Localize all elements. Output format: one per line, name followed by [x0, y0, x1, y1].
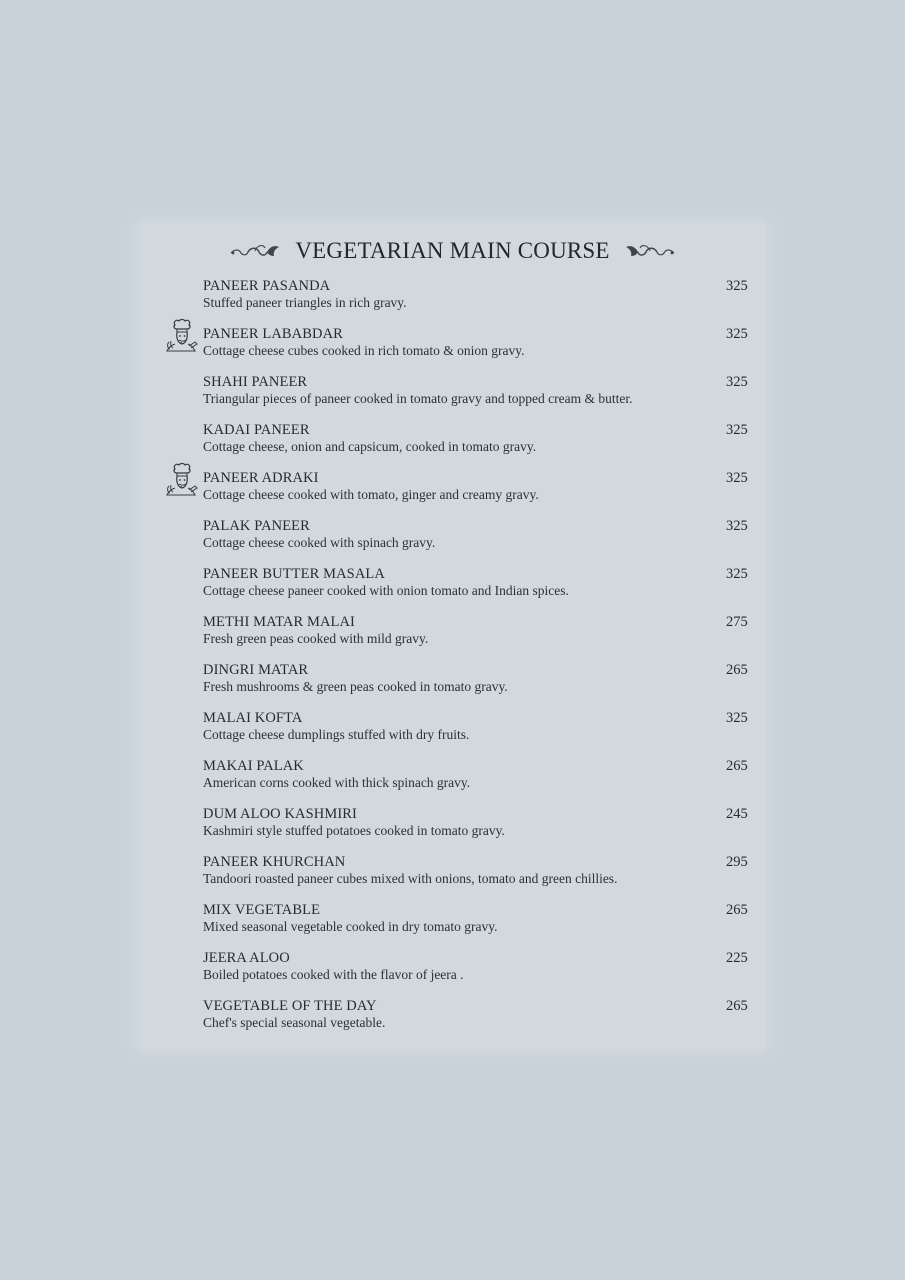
menu-item-price: 265	[726, 662, 748, 678]
menu-item-description: Fresh mushrooms & green peas cooked in tomato gravy.	[203, 679, 508, 694]
menu-item-name: MIX VEGETABLE	[203, 902, 321, 918]
menu-item-price: 325	[726, 518, 748, 534]
menu-item-price: 245	[726, 806, 748, 822]
menu-item-name: MALAI KOFTA	[203, 710, 303, 726]
menu-item-description: Cottage cheese paneer cooked with onion tomato and Indian spices.	[203, 583, 569, 598]
menu-item-price: 325	[726, 470, 748, 486]
menu-item-description: Cottage cheese cubes cooked in rich tomato & onion gravy.	[203, 343, 525, 358]
menu-item-price: 325	[726, 422, 748, 438]
menu-item-description: Cottage cheese dumplings stuffed with dry fruits.	[203, 727, 470, 742]
left-flourish-icon	[229, 241, 281, 261]
menu-item-name: JEERA ALOO	[203, 950, 290, 966]
menu-item-price: 265	[726, 758, 748, 774]
menu-item-name: PANEER KHURCHAN	[203, 854, 346, 870]
menu-item-description: Triangular pieces of paneer cooked in tomato gravy and topped cream & butter.	[203, 391, 633, 406]
menu-item-description: Kashmiri style stuffed potatoes cooked in tomato gravy.	[203, 823, 505, 838]
menu-item-name: PALAK PANEER	[203, 518, 310, 534]
menu-item-description: American corns cooked with thick spinach gravy.	[203, 775, 471, 790]
menu-item-name: KADAI PANEER	[203, 422, 310, 438]
section-header	[0, 236, 905, 266]
page-title: VEGETARIAN MAIN COURSE	[295, 238, 610, 263]
menu-item-description: Tandoori roasted paneer cubes mixed with onions, tomato and green chillies.	[203, 871, 618, 886]
menu-item-description: Stuffed paneer triangles in rich gravy.	[203, 295, 407, 310]
right-flourish-icon	[624, 241, 676, 261]
menu-item-price: 325	[726, 278, 748, 294]
menu-item-name: VEGETABLE OF THE DAY	[203, 998, 377, 1014]
menu-item-description: Cottage cheese, onion and capsicum, cooked in tomato gravy.	[203, 439, 537, 454]
menu-item-description: Cottage cheese cooked with spinach gravy.	[203, 535, 436, 550]
menu-item-price: 325	[726, 710, 748, 726]
menu-item-name: PANEER BUTTER MASALA	[203, 566, 385, 582]
menu-item-price: 325	[726, 374, 748, 390]
menu-item-description: Fresh green peas cooked with mild gravy.	[203, 631, 429, 646]
menu-item-price: 295	[726, 854, 748, 870]
chef-special-icon	[165, 462, 199, 496]
menu-item-name: DUM ALOO KASHMIRI	[203, 806, 357, 822]
menu-item-name: PANEER ADRAKI	[203, 470, 319, 486]
menu-item-name: DINGRI MATAR	[203, 662, 309, 678]
menu-item-price: 225	[726, 950, 748, 966]
menu-item-price: 265	[726, 998, 748, 1014]
menu-item-price: 275	[726, 614, 748, 630]
menu-item-price: 325	[726, 566, 748, 582]
menu-item-name: PANEER LABABDAR	[203, 326, 343, 342]
menu-item-description: Cottage cheese cooked with tomato, ginger and creamy gravy.	[203, 487, 539, 502]
menu-item-price: 325	[726, 326, 748, 342]
menu-item-price: 265	[726, 902, 748, 918]
menu-item-name: SHAHI PANEER	[203, 374, 308, 390]
menu-item-name: MAKAI PALAK	[203, 758, 304, 774]
menu-item-name: METHI MATAR MALAI	[203, 614, 355, 630]
menu-item-description: Boiled potatoes cooked with the flavor of jeera .	[203, 967, 464, 982]
menu-item-description: Mixed seasonal vegetable cooked in dry tomato gravy.	[203, 919, 498, 934]
menu-item-name: PANEER PASANDA	[203, 278, 331, 294]
chef-special-icon	[165, 318, 199, 352]
menu-item-description: Chef's special seasonal vegetable.	[203, 1015, 386, 1030]
